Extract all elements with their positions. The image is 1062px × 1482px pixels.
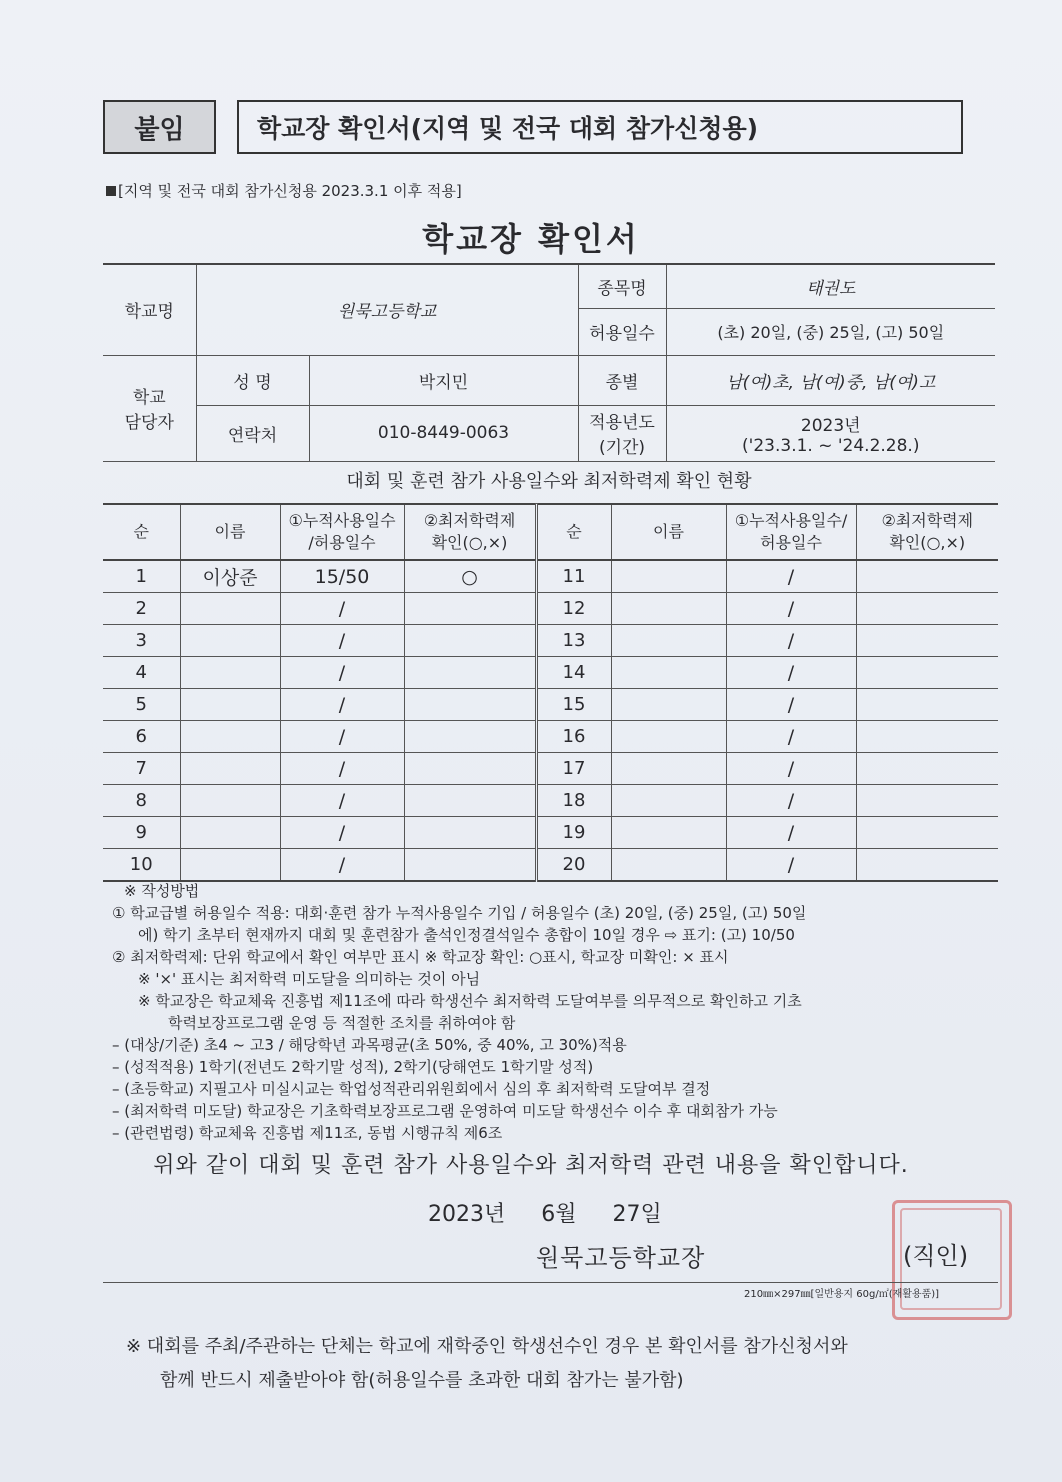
- footer-note: [126, 1330, 848, 1398]
- note-1b: 에) 학기 초부터 현재까지 대회 및 훈련참가 출석인정결석일수 총합이 10일 경우 ⇨ 표기: (고) 10/50: [138, 926, 795, 944]
- page-title: 학교장 확인서: [422, 220, 640, 258]
- row-number: 13: [536, 625, 611, 657]
- signer-name: 원묵고등학교장: [536, 1244, 706, 1272]
- row-check: [856, 721, 998, 753]
- row-number: 1: [103, 560, 180, 593]
- row-check: [404, 689, 536, 721]
- row-check: [404, 593, 536, 625]
- row-number: 14: [536, 657, 611, 689]
- col-min-right: [856, 504, 998, 560]
- detail-2: – (성적적용) 1학기(전년도 2학기말 성적), 2학기(당해연도 1학기말 성적): [112, 1058, 594, 1076]
- records-body: [103, 560, 998, 881]
- year-value: [666, 405, 995, 461]
- row-check: [856, 785, 998, 817]
- row-name: [180, 689, 280, 721]
- school-value: 원묵고등학교: [196, 264, 578, 355]
- allow-value: (초) 20일, (중) 25일, (고) 50일: [666, 308, 995, 355]
- row-check: [856, 753, 998, 785]
- table-row: [103, 593, 998, 625]
- row-number: 19: [536, 817, 611, 849]
- row-days: /: [726, 560, 856, 593]
- detail-3: – (초등학교) 지필고사 미실시교는 학업성적관리위원회에서 심의 후 최저학력 도달여부 결정: [112, 1080, 711, 1098]
- note-1a: ① 학교급별 허용일수 적용: 대회·훈련 참가 누적사용일수 기입 / 허용일수 (초) 20일, (중) 25일, (고) 50일: [112, 904, 807, 922]
- school-label: 학교명: [103, 264, 196, 355]
- apply-note-text: [지역 및 전국 대회 참가신청용 2023.3.1 이후 적용]: [118, 182, 462, 200]
- col-name-right: 이름: [611, 504, 726, 560]
- col-min-line2: 확인(○,×): [431, 533, 508, 552]
- records-section-title: 대회 및 훈련 참가 사용일수와 최저학력제 확인 현황: [103, 461, 995, 504]
- row-check: [404, 657, 536, 689]
- square-bullet-icon: [106, 186, 116, 196]
- row-number: 12: [536, 593, 611, 625]
- row-check: [856, 560, 998, 593]
- footer-line2: 함께 반드시 제출받아야 함(허용일수를 초과한 대회 참가는 불가함): [160, 1370, 684, 1391]
- row-days: /: [280, 721, 404, 753]
- row-number: 11: [536, 560, 611, 593]
- row-name: [180, 817, 280, 849]
- table-row: [103, 785, 998, 817]
- year-label-line1: 적용년도: [589, 413, 655, 433]
- writing-method-notes: [112, 880, 1012, 1144]
- row-days: /: [726, 753, 856, 785]
- row-name: [611, 721, 726, 753]
- row-name: [611, 560, 726, 593]
- col-no-right: 순: [536, 504, 611, 560]
- note-2d: 학력보장프로그램 운영 등 적절한 조치를 취하여야 함: [168, 1014, 516, 1032]
- row-days: /: [280, 657, 404, 689]
- row-check: [404, 785, 536, 817]
- row-number: 16: [536, 721, 611, 753]
- records-table: [103, 503, 998, 882]
- row-number: 17: [536, 753, 611, 785]
- row-days: /: [280, 817, 404, 849]
- sport-value: 태권도: [666, 264, 995, 308]
- row-days: /: [280, 625, 404, 657]
- row-number: 20: [536, 849, 611, 882]
- row-days: /: [726, 785, 856, 817]
- row-name: [611, 753, 726, 785]
- row-name: [180, 593, 280, 625]
- name-value: 박지민: [309, 355, 578, 405]
- row-check: ○: [404, 560, 536, 593]
- row-number: 4: [103, 657, 180, 689]
- row-days: /: [726, 721, 856, 753]
- col-days-line1: ①누적사용일수: [288, 511, 396, 531]
- row-name: [180, 849, 280, 882]
- row-days: /: [280, 849, 404, 882]
- row-name: [180, 785, 280, 817]
- row-days: /: [726, 849, 856, 882]
- contact-label: [103, 355, 196, 461]
- document-header-title: 학교장 확인서(지역 및 전국 대회 참가신청용): [237, 100, 963, 154]
- issue-date: [428, 1197, 698, 1228]
- row-check: [404, 849, 536, 882]
- date-month: 6월: [541, 1202, 577, 1227]
- col-name: 이름: [180, 504, 280, 560]
- row-name: [180, 721, 280, 753]
- table-row: [103, 689, 998, 721]
- col-no: 순: [103, 504, 180, 560]
- row-days: /: [280, 593, 404, 625]
- allow-label: 허용일수: [578, 308, 666, 355]
- row-days: /: [726, 689, 856, 721]
- row-check: [404, 721, 536, 753]
- row-number: 3: [103, 625, 180, 657]
- row-check: [856, 689, 998, 721]
- row-number: 8: [103, 785, 180, 817]
- attachment-tag: 붙임: [103, 100, 216, 154]
- row-number: 6: [103, 721, 180, 753]
- row-number: 7: [103, 753, 180, 785]
- date-day: 27일: [612, 1202, 662, 1227]
- row-days: /: [726, 817, 856, 849]
- table-row: [103, 753, 998, 785]
- note-2c: ※ 학교장은 학교체육 진흥법 제11조에 따라 학생선수 최저학력 도달여부를 의무적으로 확인하고 기초: [138, 992, 802, 1010]
- sport-label: 종목명: [578, 264, 666, 308]
- note-2b: ※ '×' 표시는 최저학력 미도달을 의미하는 것이 아님: [138, 970, 481, 988]
- year-label: [578, 405, 666, 461]
- gender-label: 종별: [578, 355, 666, 405]
- notes-heading: ※ 작성방법: [124, 882, 200, 900]
- table-row: [103, 817, 998, 849]
- paper-size-note: 210㎜×297㎜[일반용지 60g/㎡(재활용품)]: [744, 1289, 940, 1300]
- note-2a: ② 최저학력제: 단위 학교에서 확인 여부만 표시 ※ 학교장 확인: ○표시, 학교장 미확인: × 표시: [112, 948, 729, 966]
- col-days: [280, 504, 404, 560]
- row-days: /: [726, 593, 856, 625]
- row-name: [611, 593, 726, 625]
- footer-line1: ※ 대회를 주최/주관하는 단체는 학교에 재학중인 학생선수인 경우 본 확인서를 참가신청서와: [126, 1336, 848, 1357]
- records-header-row: [103, 504, 998, 560]
- row-name: [611, 657, 726, 689]
- row-days: /: [280, 753, 404, 785]
- row-check: [856, 593, 998, 625]
- contact-label-line1: 학교: [132, 388, 166, 408]
- school-info-table: [103, 263, 995, 462]
- phone-value: 010-8449-0063: [309, 405, 578, 461]
- row-name: [611, 625, 726, 657]
- year-label-line2: (기간): [598, 438, 646, 458]
- row-number: 9: [103, 817, 180, 849]
- col-days-right: [726, 504, 856, 560]
- row-number: 10: [103, 849, 180, 882]
- row-name: [180, 753, 280, 785]
- row-number: 2: [103, 593, 180, 625]
- row-check: [404, 753, 536, 785]
- col-days-right-line2: 허용일수: [760, 533, 822, 552]
- row-number: 15: [536, 689, 611, 721]
- row-check: [856, 625, 998, 657]
- detail-4: – (최저학력 미도달) 학교장은 기초학력보장프로그램 운영하여 미도달 학생선수 이수 후 대회참가 가능: [112, 1102, 778, 1120]
- year-value-line2: ('23.3.1. ~ '24.2.28.): [742, 435, 920, 456]
- name-label: 성 명: [196, 355, 309, 405]
- row-check: [856, 849, 998, 882]
- row-number: 18: [536, 785, 611, 817]
- phone-label: 연락처: [196, 405, 309, 461]
- row-name: [611, 849, 726, 882]
- col-min-line1: ②최저학력제: [423, 511, 516, 531]
- col-min-right-line1: ②최저학력제: [881, 511, 974, 531]
- row-name: [180, 657, 280, 689]
- table-row: [103, 625, 998, 657]
- detail-5: – (관련법령) 학교체육 진흥법 제11조, 동법 시행규칙 제6조: [112, 1124, 503, 1142]
- col-days-line2: /허용일수: [308, 533, 376, 552]
- year-value-line1: 2023년: [800, 415, 861, 436]
- gender-value: 남(여)초, 남(여)중, 남(여)고: [666, 355, 995, 405]
- row-check: [404, 817, 536, 849]
- row-days: /: [280, 785, 404, 817]
- row-check: [856, 817, 998, 849]
- confirm-statement: 위와 같이 대회 및 훈련 참가 사용일수와 최저학력 관련 내용을 확인합니다.: [153, 1153, 909, 1178]
- col-days-right-line1: ①누적사용일수/: [734, 511, 848, 531]
- row-name: 이상준: [180, 560, 280, 593]
- row-days: /: [726, 625, 856, 657]
- table-row: [103, 721, 998, 753]
- row-days: /: [726, 657, 856, 689]
- seal-label: (직인): [903, 1242, 969, 1270]
- row-name: [180, 625, 280, 657]
- col-min: [404, 504, 536, 560]
- row-check: [404, 625, 536, 657]
- contact-label-line2: 담당자: [124, 413, 174, 433]
- date-year: 2023년: [428, 1202, 506, 1227]
- row-check: [856, 657, 998, 689]
- table-row: [103, 657, 998, 689]
- row-number: 5: [103, 689, 180, 721]
- row-name: [611, 785, 726, 817]
- row-days: 15/50: [280, 560, 404, 593]
- row-days: /: [280, 689, 404, 721]
- row-name: [611, 689, 726, 721]
- row-name: [611, 817, 726, 849]
- table-row: [103, 560, 998, 593]
- detail-1: – (대상/기준) 초4 ~ 고3 / 해당학년 과목평균(초 50%, 중 40%, 고 30%)적용: [112, 1036, 627, 1054]
- table-row: [103, 849, 998, 882]
- apply-note: [106, 180, 462, 201]
- divider: [103, 1282, 998, 1283]
- col-min-right-line2: 확인(○,×): [889, 533, 966, 552]
